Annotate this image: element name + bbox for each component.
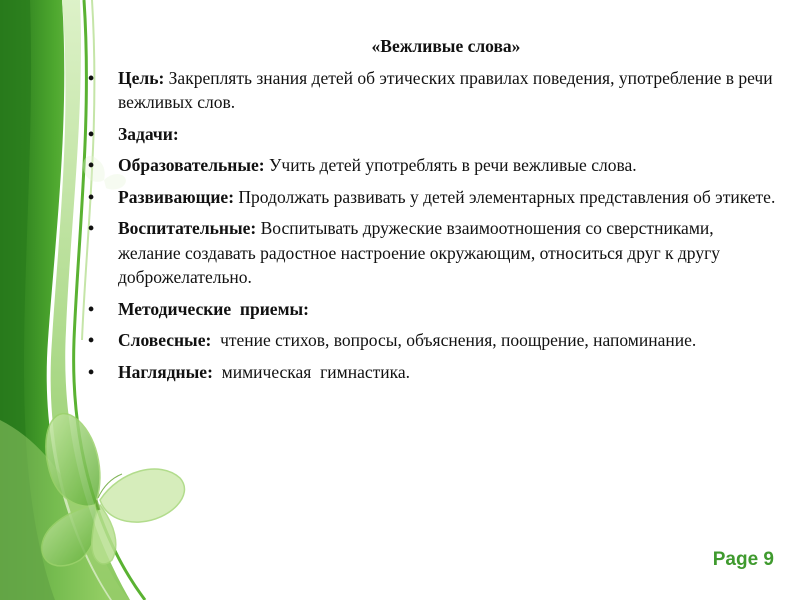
slide-content (86, 34, 776, 391)
bullet-icon: • (88, 123, 95, 144)
item-label: Цель: (118, 67, 165, 88)
item-text: Закреплять знания детей об этических правилах поведения, употребление в речи вежливых слов. (118, 67, 773, 112)
page-number: Page 9 (712, 549, 774, 570)
item-text: Воспитывать дружеские взаимоотношения со сверстниками, желание создавать радостное настроение окружающим, относиться друг к другу доброжелательно. (118, 218, 721, 287)
list-item (86, 153, 776, 178)
list-item (86, 66, 776, 115)
item-text: мимическая гимнастика. (212, 361, 411, 382)
list-item (86, 328, 776, 353)
item-label: Образовательные: (118, 155, 265, 175)
bullet-icon: • (88, 186, 95, 207)
item-label: Наглядные: (118, 361, 213, 382)
bullet-list (86, 66, 776, 385)
bullet-icon: • (88, 330, 95, 350)
list-item (86, 216, 776, 290)
item-label: Задачи: (118, 123, 179, 144)
bullet-icon: • (88, 361, 95, 382)
item-label: Словесные: (118, 330, 212, 350)
bullet-icon: • (88, 67, 95, 88)
item-label: Воспитательные: (118, 218, 257, 238)
item-label: Развивающие: (118, 186, 235, 207)
slide-title: «Вежливые слова» (371, 36, 521, 56)
bullet-icon: • (88, 155, 95, 175)
bullet-icon: • (88, 298, 95, 319)
item-label: Методические приемы: (118, 298, 309, 319)
list-item (86, 122, 776, 147)
item-text: чтение стихов, вопросы, объяснения, поощрение, напоминание. (211, 330, 697, 350)
list-item (86, 360, 776, 385)
list-item (86, 297, 776, 322)
item-text: Учить детей употреблять в речи вежливые слова. (264, 155, 637, 175)
bullet-icon: • (88, 218, 95, 238)
list-item (86, 185, 776, 210)
butterfly-decoration (42, 414, 185, 566)
item-text: Продолжать развивать у детей элементарных представления об этикете. (234, 186, 776, 207)
